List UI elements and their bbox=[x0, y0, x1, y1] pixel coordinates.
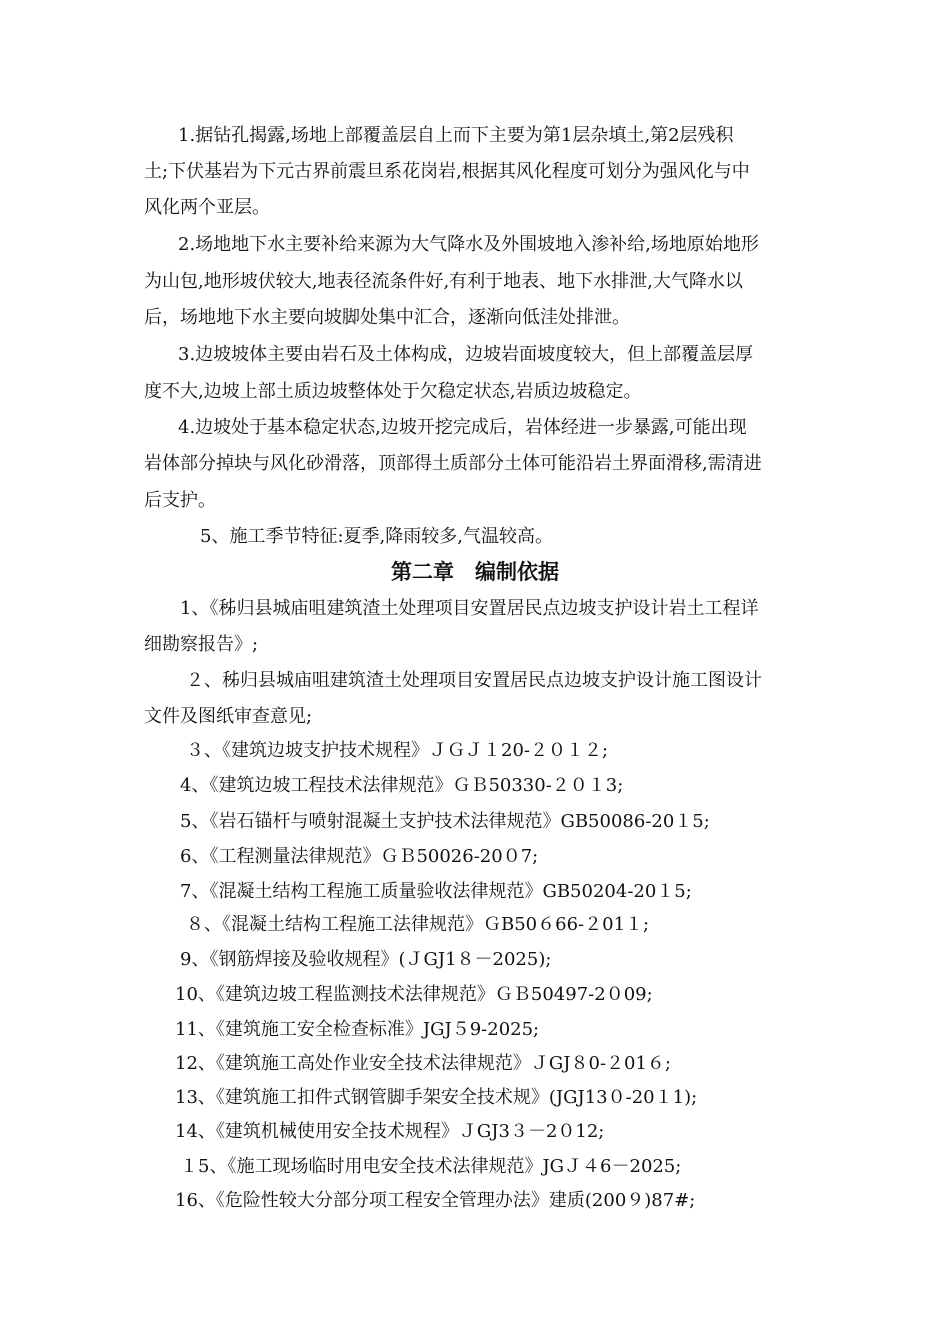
paragraph-line: 3.边坡坡体主要由岩石及土体构成，边坡岩面坡度较大，但上部覆盖层厚 bbox=[178, 344, 754, 365]
paragraph-line: 度不大,边坡上部土质边坡整体处于欠稳定状态,岩质边坡稳定。 bbox=[144, 381, 642, 402]
basis-item: 16、《危险性较大分部分项工程安全管理办法》建质(200９)87#; bbox=[175, 1190, 696, 1211]
basis-item: 4、《建筑边坡工程技术法律规范》ＧＢ50330-２０１3; bbox=[180, 775, 624, 796]
basis-item: ３、《建筑边坡支护技术规程》ＪＧＪ１20-２０１２; bbox=[186, 740, 609, 761]
paragraph-line: 4.边坡处于基本稳定状态,边坡开挖完成后，岩体经进一步暴露,可能出现 bbox=[178, 417, 747, 438]
basis-item-cont: 文件及图纸审查意见; bbox=[144, 706, 313, 727]
basis-item: 5、《岩石锚杆与喷射混凝土支护技术法律规范》GB50086-20１5; bbox=[180, 811, 710, 832]
paragraph-line: 岩体部分掉块与风化砂滑落，顶部得土质部分土体可能沿岩土界面滑移,需清进 bbox=[144, 453, 762, 474]
paragraph-line: 2.场地地下水主要补给来源为大气降水及外围坡地入渗补给,场地原始地形 bbox=[178, 234, 759, 255]
basis-item: ２、秭归县城庙咀建筑渣土处理项目安置居民点边坡支护设计施工图设计 bbox=[186, 670, 762, 691]
basis-item: １5、《施工现场临时用电安全技术法律规范》JGＪ４6－2025; bbox=[180, 1156, 682, 1177]
basis-item: 14、《建筑机械使用安全技术规程》ＪGJ3３－2０12; bbox=[175, 1121, 605, 1142]
basis-item: 13、《建筑施工扣件式钢管脚手架安全技术规》(JGJ13０-20１1); bbox=[175, 1087, 698, 1108]
chapter-heading: 第二章 编制依据 bbox=[391, 560, 559, 584]
paragraph-line: 为山包,地形坡伏较大,地表径流条件好,有利于地表、地下水排泄,大气降水以 bbox=[144, 271, 743, 292]
basis-item: 1、《秭归县城庙咀建筑渣土处理项目安置居民点边坡支护设计岩土工程详 bbox=[180, 598, 759, 619]
basis-item: ８、《混凝土结构工程施工法律规范》ＧB50６66-２01１; bbox=[186, 914, 650, 935]
paragraph-line: 1.据钻孔揭露,场地上部覆盖层自上而下主要为第1层杂填土,第2层残积 bbox=[178, 125, 734, 146]
paragraph-line: 风化两个亚层。 bbox=[144, 197, 270, 218]
basis-item: 6、《工程测量法律规范》ＧＢ50026-20０7; bbox=[180, 846, 539, 867]
basis-item: 10、《建筑边坡工程监测技术法律规范》ＧＢ50497-2０09; bbox=[175, 984, 653, 1005]
paragraph-line: 土;下伏基岩为下元古界前震旦系花岗岩,根据其风化程度可划分为强风化与中 bbox=[144, 161, 750, 182]
basis-item: 7、《混凝土结构工程施工质量验收法律规范》GB50204-20１5; bbox=[180, 881, 692, 902]
paragraph-line: 后，场地地下水主要向坡脚处集中汇合，逐渐向低洼处排泄。 bbox=[144, 307, 630, 328]
basis-item: 9、《钢筋焊接及验收规程》(ＪGJ1８－2025); bbox=[180, 949, 552, 970]
basis-item: 12、《建筑施工高处作业安全技术法律规范》ＪGJ８0-２01６; bbox=[175, 1053, 671, 1074]
paragraph-line: 后支护。 bbox=[144, 490, 216, 511]
basis-item: 11、《建筑施工安全检查标准》JGJ５9-2025; bbox=[175, 1019, 540, 1040]
paragraph-line: 5、施工季节特征:夏季,降雨较多,气温较高。 bbox=[200, 526, 553, 547]
basis-item-cont: 细勘察报告》; bbox=[144, 634, 259, 655]
